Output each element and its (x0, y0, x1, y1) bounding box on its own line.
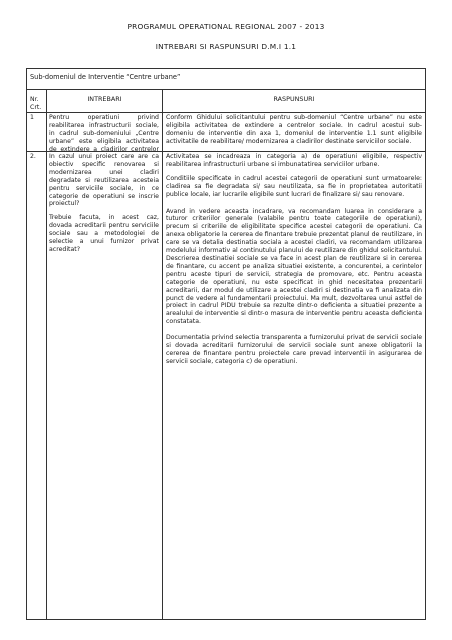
qa-table (26, 68, 426, 620)
column-header-nr: Nr. Crt. (30, 96, 42, 111)
question-cell (49, 153, 159, 260)
row-number: 2. (30, 153, 36, 160)
answer-paragraph: Activitatea se incadreaza in categoria a) de operatiuni eligibile, respectiv reabilitarea infrastructurii urbane si imbunatatirea serviciilor urbane. (166, 153, 422, 168)
question-paragraph: Trebuie facuta, in acest caz, dovada acreditarii pentru serviciile sociale sau a metodologiei de selectie a unui furnizor privat acreditat? (49, 214, 159, 253)
answer-paragraph: Documentatia privind selectia transparenta a furnizorului privat de servicii sociale si dovada acreditarii furnizorului de servicii sociale sunt anexe obligatorii la cererea de finantare pentru proiectele care prevad interventii in asigurarea de servicii sociale, categoria c) de operatiuni. (166, 334, 422, 365)
column-header-questions: INTREBARI (87, 95, 122, 103)
column-divider (162, 90, 163, 619)
row-number: 1 (30, 114, 34, 121)
column-header-answers: RASPUNSURI (273, 95, 315, 103)
row-divider (27, 151, 425, 152)
header-row-divider (27, 112, 425, 113)
document-title: PROGRAMUL OPERATIONAL REGIONAL 2007 - 2013 (127, 22, 325, 31)
answer-paragraph: Avand in vedere aceasta incadrare, va recomandam luarea in considerare a tuturor criteriilor generale (valabile pentru toate categoriile de operatiuni), precum si criteriile de eligibilitate specifice acestei categorii de operatiuni. Ca anexa obligatorie la cererea de finantare trebuie prezentat planul de reutilizare, in care se va detalia destinatia sociala a acestei cladiri, va recomandam utilizarea modelului informativ al continutului planului de reutilizare din ghidul solicitantului. Descrierea destinatiei sociale se va face in acest plan de reutilizare si in cererea de finantare, cu accent pe analiza situatiei existente, a concurentei, a cerintelor pentru aceste tipuri de servicii, strategia de promovare, etc. Pentru aceasta categorie de operatiuni, nu este specificat in ghid necesitatea prezentarii acreditarii, dar modul de utilizare a acestei cladiri si destinatia va fi analizata din punct de vedere al fundamentarii proiectului. Ma mult, dezvoltarea unui astfel de proiect in cadrul PIDU trebuie sa rezulte dintr-o deficienta a situatiei prezente a arealului de interventie si dintr-o masura de interventie pentru aceasta deficienta constatata. (166, 207, 422, 326)
section-title: Sub-domeniul de Interventie “Centre urbane” (27, 69, 425, 90)
document-subtitle: INTREBARI SI RASPUNSURI D.M.I 1.1 (155, 42, 297, 51)
answer-text: Conform Ghidului solicitantului pentru sub-domeniul “Centre urbane” nu este eligibila activitatea de extindere a centrelor sociale. In cadrul acestui sub-domeniu de interventie din axa 1, domeniul de interventie 1.1 sunt eligibile activitatile de reabilitare/ modernizarea a cladirilor destinate serviciilor sociale. (166, 114, 422, 145)
answer-paragraph: Conditiile specificate in cadrul acestei categorii de operatiuni sunt urmatoarele: cladirea sa fie degradata si/ sau neutilizata, sa fie in proprietatea autoritatii publice locale, iar lucrarile eligibile sunt lucrari de finalizare si/ sau renovare. (166, 174, 422, 198)
answer-cell (166, 153, 422, 372)
question-text: Pentru operatiuni privind reabilitarea infrastructurii sociale, in cadrul sub-domeniului „Centre urbane” este eligibila activitatea de extindere a cladirilor centrelor (49, 114, 159, 151)
column-divider (46, 90, 47, 619)
question-paragraph: In cazul unui proiect care are ca obiectiv specific renovarea si modernizarea unei cladiri degradate si reutilizarea acesteia pentru serviciile sociale, in ce categorie de operatiuni se inscrie proiectul? (49, 153, 159, 208)
